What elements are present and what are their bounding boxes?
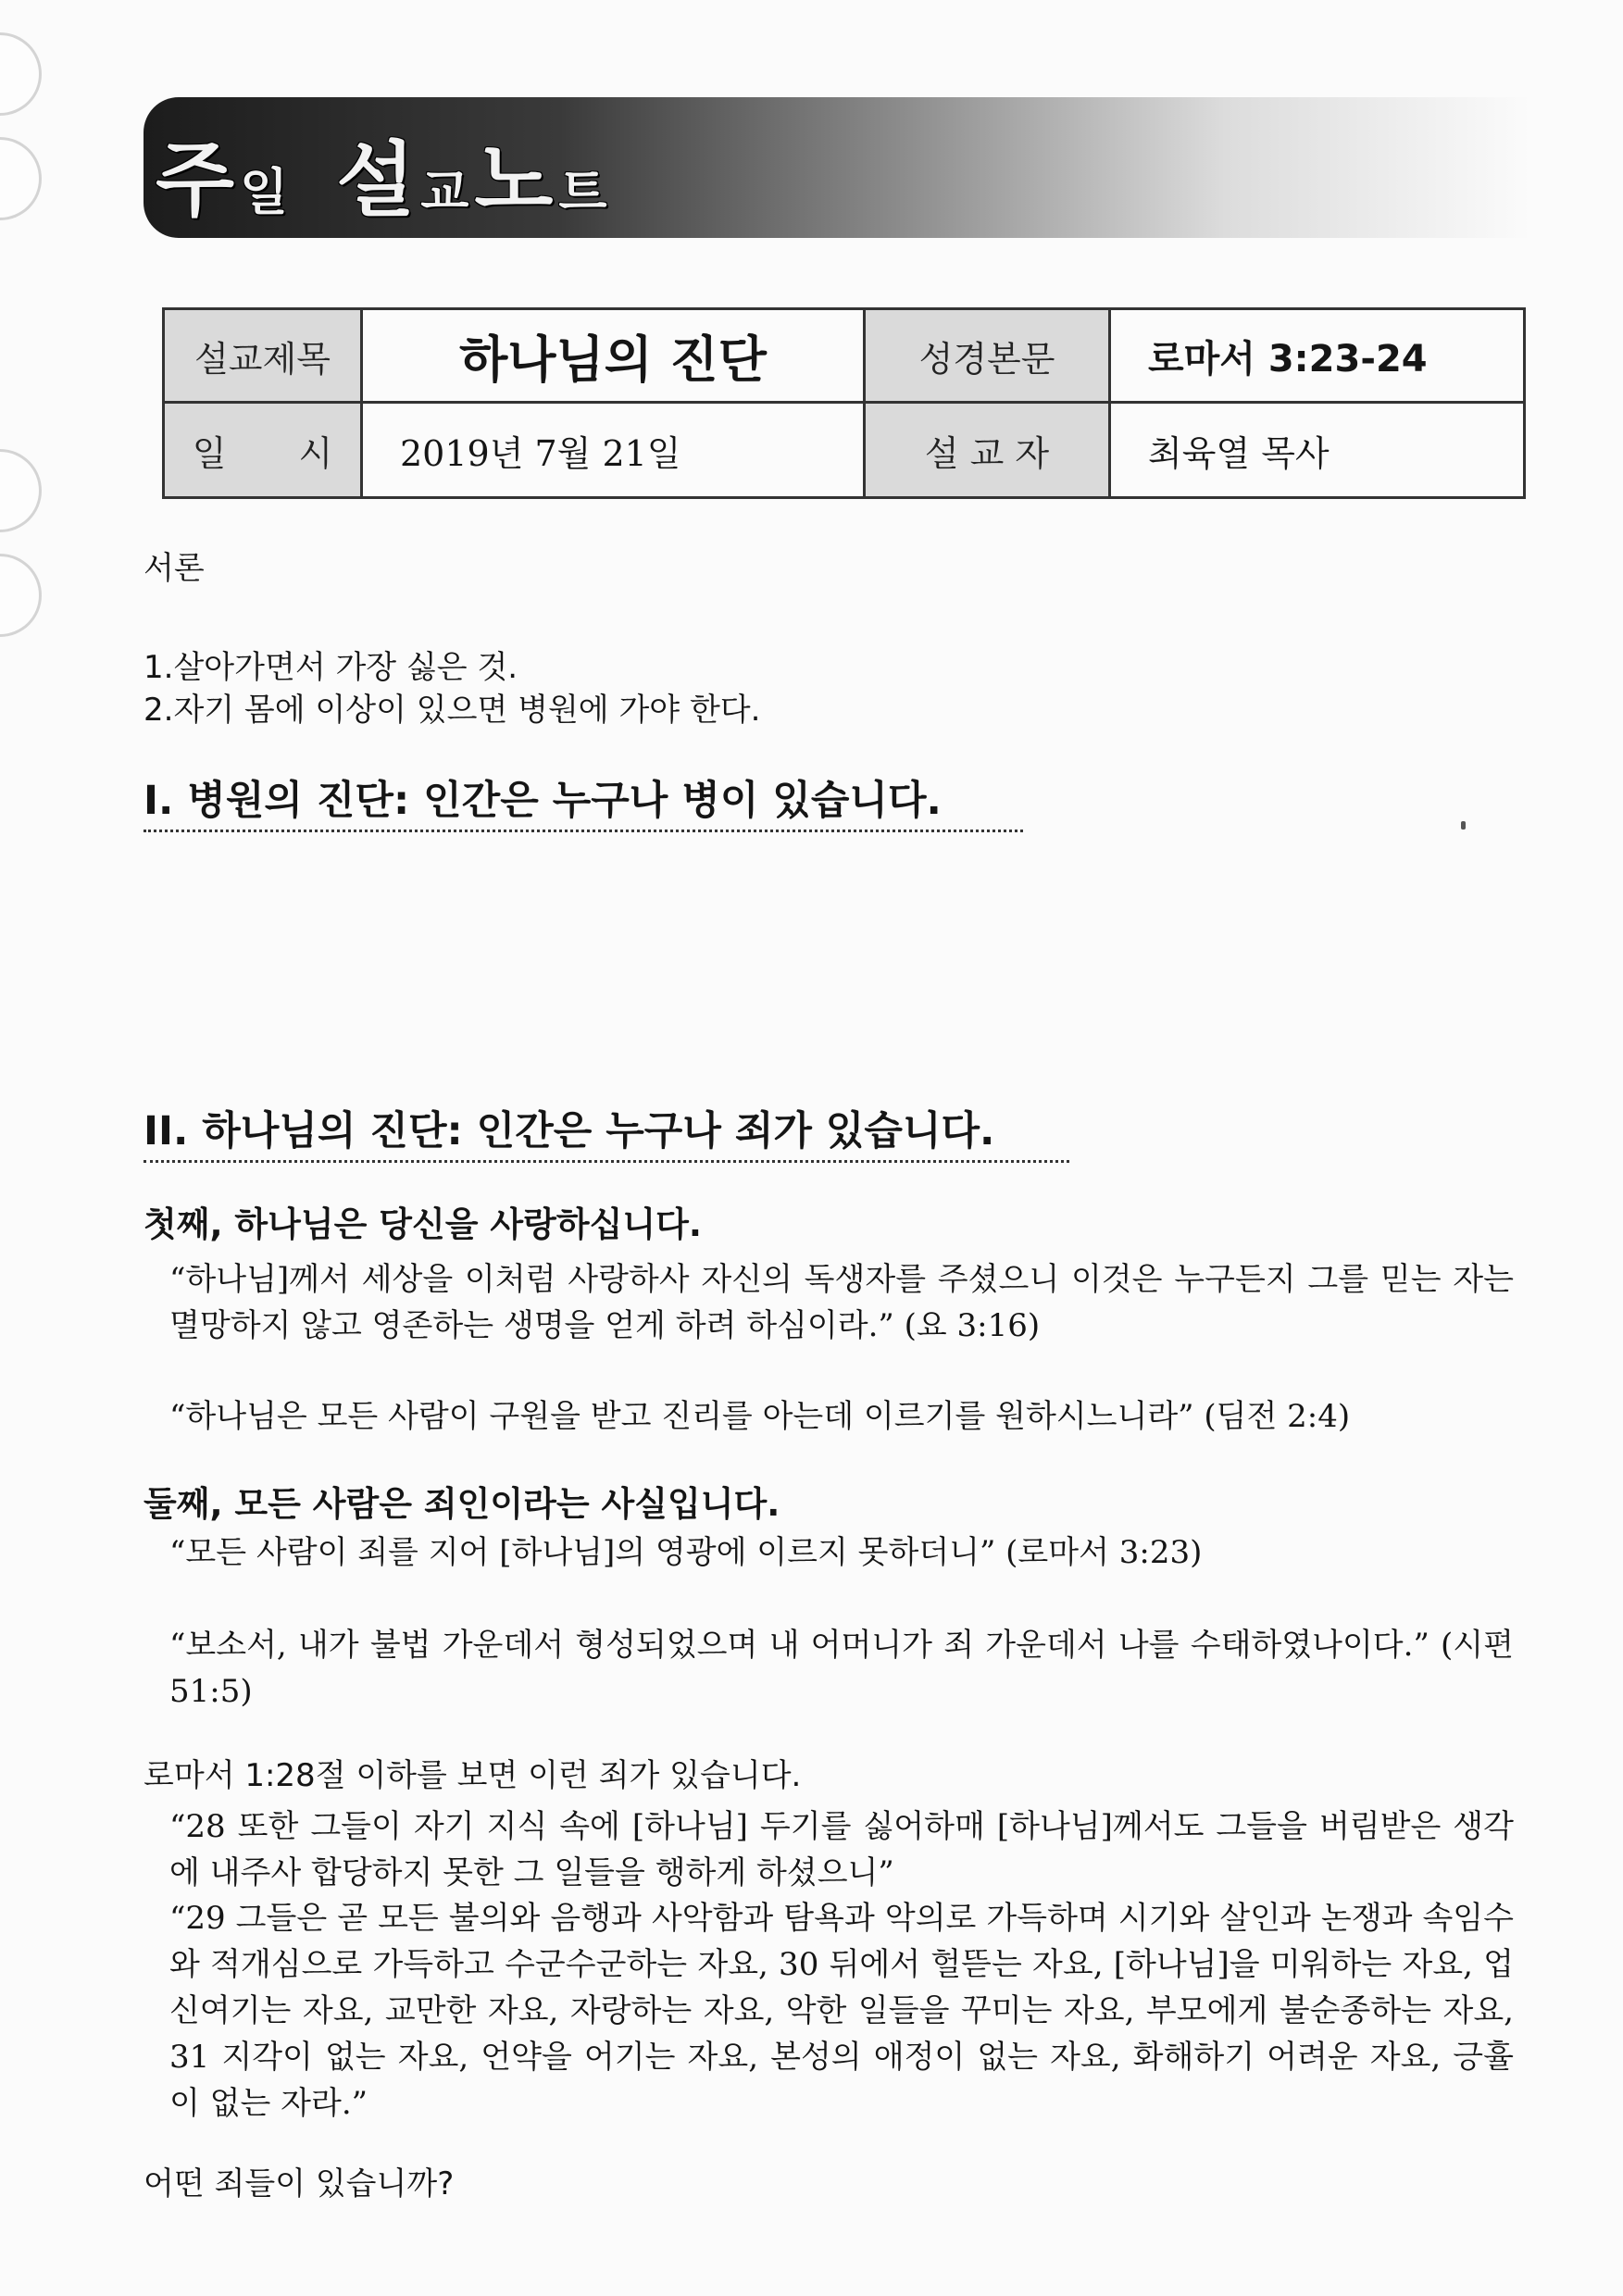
header-char: 주 [156, 131, 235, 228]
header-char: 설 [336, 131, 416, 228]
closing-question: 어떤 죄들이 있습니까? [144, 2165, 455, 2202]
binder-hole-2 [0, 137, 42, 220]
section-heading-2: II. 하나님의 진단: 인간은 누구나 죄가 있습니다. [144, 1108, 1069, 1163]
sermon-info-table [162, 307, 1526, 499]
intro-item: 2.자기 몸에 이상이 있으면 병원에 가야 한다. [144, 692, 761, 729]
date-label [164, 403, 362, 498]
section-heading-1: I. 병원의 진단: 인간은 누구나 병이 있습니다. [144, 778, 1023, 832]
header-char: 트 [558, 162, 607, 221]
scripture-quote: “보소서, 내가 불법 가운데서 형성되었으며 내 어머니가 죄 가운데서 나를 수태하였나이다.” (시편 51:5) [169, 1627, 1514, 1710]
scripture-quote: “하나님은 모든 사람이 구원을 받고 진리를 아는데 이르기를 원하시느니라” (딤전 2:4) [169, 1398, 1351, 1435]
binder-hole-4 [0, 554, 42, 637]
sermon-title-label: 설교제목 [164, 309, 362, 403]
info-row [164, 309, 1525, 403]
scripture-label: 성경본문 [865, 309, 1110, 403]
scripture-quote: “28 또한 그들이 자기 지식 속에 [하나님] 두기를 싫어하매 [하나님]께서도 그들을 버림받은 생각에 내주사 합당하지 못한 그 일들을 행하게 하셨으니” [169, 1808, 1514, 1891]
scripture-quote: “모든 사람이 죄를 지어 [하나님]의 영광에 이르지 못하더니” (로마서 3:23) [169, 1534, 1203, 1571]
scripture-quote: “하나님]께서 세상을 이처럼 사랑하사 자신의 독생자를 주셨으니 이것은 누구든지 그를 믿는 자는 멸망하지 않고 영존하는 생명을 얻게 하려 하심이라.” (요 3:16) [169, 1261, 1514, 1344]
header-char: 노 [474, 131, 554, 228]
preacher-value: 최육열 목사 [1110, 403, 1525, 498]
sermon-title-value: 하나님의 진단 [362, 309, 865, 403]
header-char: 교 [420, 162, 469, 221]
preacher-label: 설 교 자 [865, 403, 1110, 498]
romans-intro: 로마서 1:28절 이하를 보면 이런 죄가 있습니다. [144, 1757, 802, 1794]
scan-mark [1461, 821, 1466, 830]
binder-hole-1 [0, 32, 42, 116]
date-label-char: 일 [192, 432, 227, 474]
info-row [164, 403, 1525, 498]
header-char: 일 [240, 162, 289, 221]
point-heading-2: 둘째, 모든 사람은 죄인이라는 사실입니다. [144, 1484, 780, 1524]
header-title [156, 109, 607, 230]
binder-hole-3 [0, 449, 42, 532]
date-value: 2019년 7월 21일 [362, 403, 865, 498]
scripture-value: 로마서 3:23-24 [1110, 309, 1525, 403]
intro-heading: 서론 [144, 550, 205, 587]
intro-item: 1.살아가면서 가장 싫은 것. [144, 649, 518, 686]
date-label-char: 시 [298, 432, 333, 474]
scripture-quote: “29 그들은 곧 모든 불의와 음행과 사악함과 탐욕과 악의로 가득하며 시기와 살인과 논쟁과 속임수와 적개심으로 가득하고 수군수군하는 자요, 30 뒤에서 헐뜯는 자요, [하나님]을 미워하는 자요, 업신여기는 자요, 교만한 자요, 자랑하는 자요, 악한 일들을 꾸미는 자요, 부모에게 불순종하는 자요, 31 지각이 없는 자요, 언약을 어기는 자요, 본성의 애정이 없는 자요, 화해하기 어려운 자요, 긍휼이 없는 자라.” [169, 1900, 1514, 2122]
point-heading-1: 첫째, 하나님은 당신을 사랑하십니다. [144, 1204, 702, 1244]
